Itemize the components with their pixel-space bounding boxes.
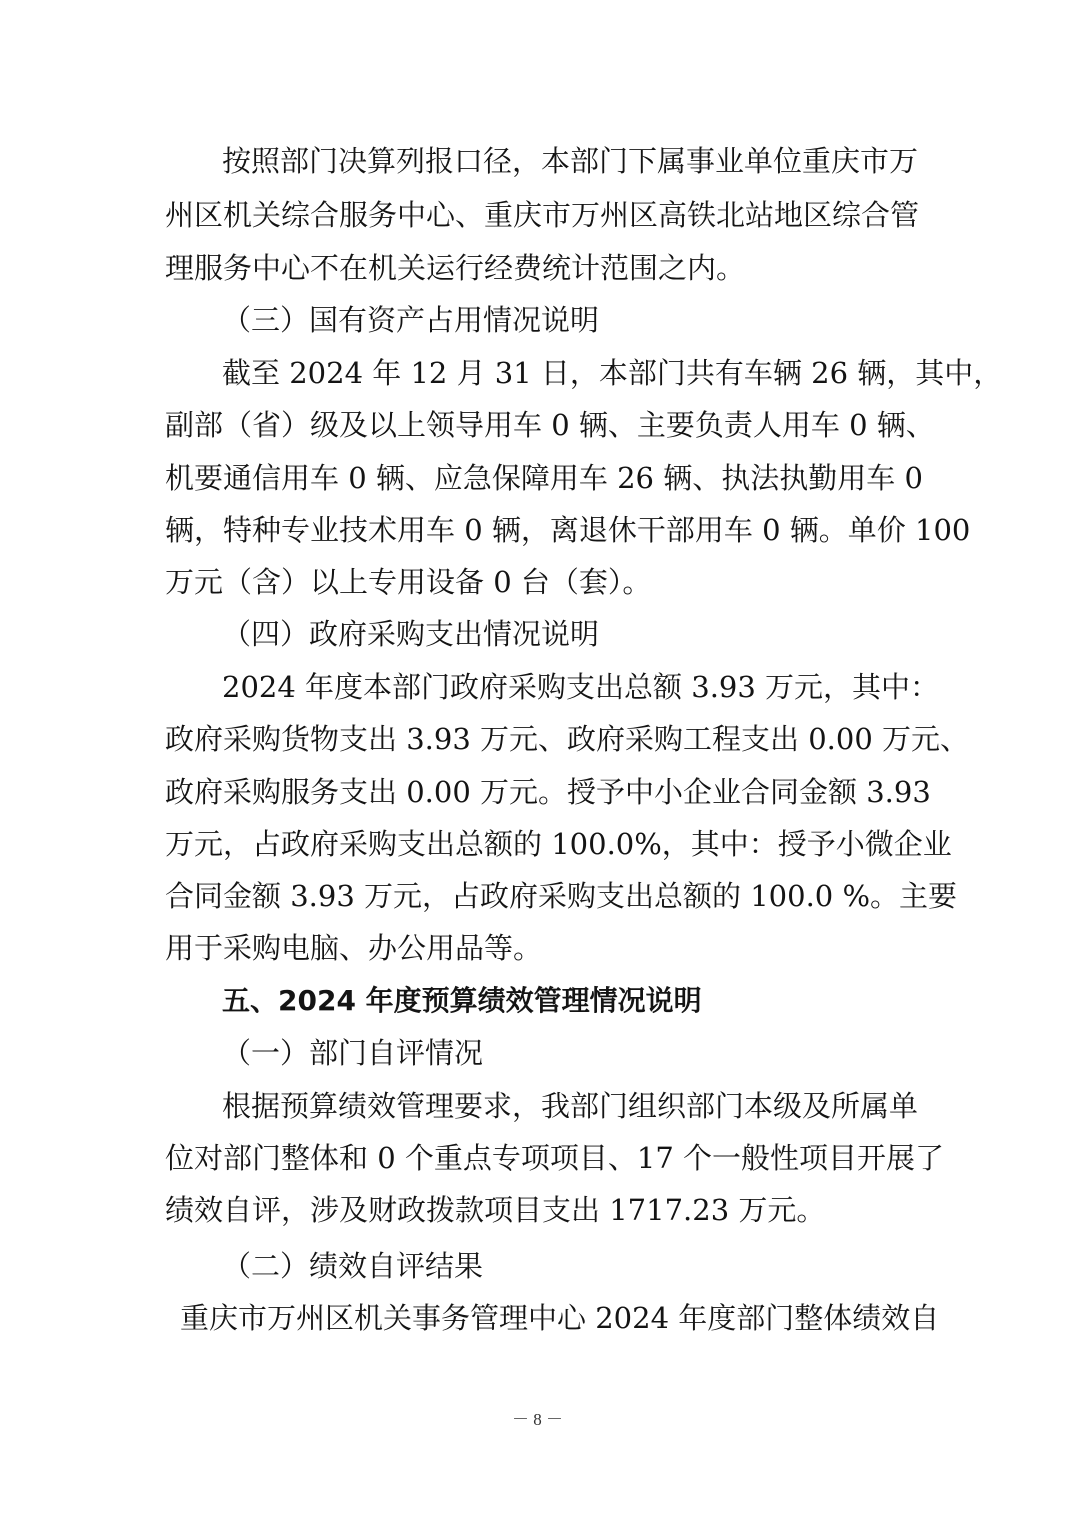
- paragraph-line: 根据预算绩效管理要求，我部门组织部门本级及所属单: [222, 1089, 919, 1123]
- paragraph-line: 位对部门整体和 0 个重点专项项目、17 个一般性项目开展了: [165, 1141, 945, 1175]
- paragraph-line: 州区机关综合服务中心、重庆市万州区高铁北站地区综合管: [165, 198, 920, 232]
- page-number: － 8 －: [512, 1410, 563, 1429]
- paragraph-line: 政府采购货物支出 3.93 万元、政府采购工程支出 0.00 万元、: [165, 722, 970, 756]
- paragraph-line: 机要通信用车 0 辆、应急保障用车 26 辆、执法执勤用车 0: [165, 461, 923, 495]
- paragraph-line: 辆，特种专业技术用车 0 辆，离退休干部用车 0 辆。单价 100: [165, 513, 971, 547]
- paragraph-line: 重庆市万州区机关事务管理中心 2024 年度部门整体绩效自: [180, 1301, 940, 1335]
- section-heading: （三）国有资产占用情况说明: [222, 303, 600, 337]
- paragraph-line: 理服务中心不在机关运行经费统计范围之内。: [165, 251, 746, 285]
- paragraph-line: 按照部门决算列报口径，本部门下属事业单位重庆市万: [222, 144, 919, 178]
- paragraph-line: 截至 2024 年 12 月 31 日，本部门共有车辆 26 辆，其中，: [222, 356, 1003, 390]
- paragraph-line: 用于采购电脑、办公用品等。: [165, 931, 543, 965]
- section-heading: （二）绩效自评结果: [222, 1249, 484, 1283]
- paragraph-line: 绩效自评，涉及财政拨款项目支出 1717.23 万元。: [165, 1193, 826, 1227]
- section-heading: （一）部门自评情况: [222, 1036, 484, 1070]
- paragraph-line: 合同金额 3.93 万元，占政府采购支出总额的 100.0 %。主要: [165, 879, 958, 913]
- chapter-heading: 五、2024 年度预算绩效管理情况说明: [222, 984, 702, 1017]
- paragraph-line: 万元（含）以上专用设备 0 台（套）。: [165, 565, 652, 599]
- paragraph-line: 副部（省）级及以上领导用车 0 辆、主要负责人用车 0 辆、: [165, 408, 935, 442]
- paragraph-line: 万元，占政府采购支出总额的 100.0%，其中：授予小微企业: [165, 827, 952, 861]
- paragraph-line: 政府采购服务支出 0.00 万元。授予中小企业合同金额 3.93: [165, 775, 931, 809]
- paragraph-line: 2024 年度本部门政府采购支出总额 3.93 万元，其中：: [222, 670, 940, 704]
- section-heading: （四）政府采购支出情况说明: [222, 617, 600, 651]
